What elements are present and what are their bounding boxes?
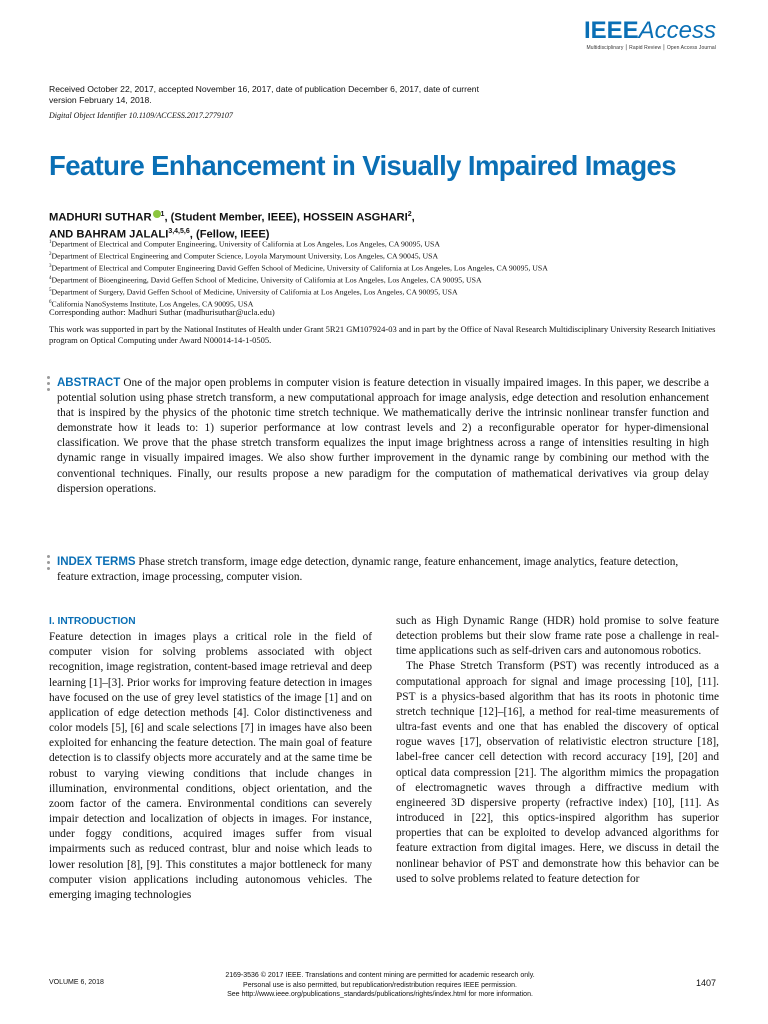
footer-copyright: 2169-3536 © 2017 IEEE. Translations and content mining are permitted for academic research only. Personal use is also permitted, but republication/redistribution requires IEEE permission. See http://www.ieee.org/publications_standards/publications/rights/index.html for more information. xyxy=(225,972,535,998)
body-column-left xyxy=(49,614,372,903)
author-list: MADHURI SUTHAR $^1$, (Student Member, IEEE), HOSSEIN ASGHARI$^2$, AND BAHRAM JALALI$^{3,4,5,6}$, (Fellow, IEEE) xyxy=(49,211,415,241)
index-terms-dots-icon xyxy=(47,555,50,573)
received-dates: Received October 22, 2017, accepted November 16, 2017, date of publication December 6, 2017, date of current version February 14, 2018. xyxy=(49,84,479,105)
body-column-right xyxy=(396,614,719,887)
page-number: 1407 xyxy=(695,978,716,988)
abstract-text: One of the major open problems in computer vision is feature detection in visually impaired images. In this paper, we describe a potential solution using phase stretch transform, a new computational approach for image analysis, edge detection and resolution enhancement that is inspired by the physics of the photonic time stretch technique. We mathematically derive the intrinsic nonlinear transfer function and demonstrate how it leads to: 1) superior performance at low contrast levels and 2) a reconfigurable operator for hyper-dimensional classification. We prove that the phase stretch transform equalizes the input image brightness across a range of intensities resulting in high dynamic range in visually impaired images. We also show further improvement in the dynamic range by combining our method with the conventional techniques. Finally, our results propose a new paradigm for the computation of mathematical derivatives via group delay dispersion operations. xyxy=(57,377,710,495)
abstract-dots-icon xyxy=(47,376,50,394)
paragraph: such as High Dynamic Range (HDR) hold promise to solve feature detection problems but their slow frame rate pose a challenge in real-time applications such as self-driven cars and autonomous robotics. xyxy=(396,615,719,658)
section-heading: I. INTRODUCTION xyxy=(49,616,136,627)
affiliation-item: $^2$Department of Electrical Engineering and Computer Science, Loyola Marymount University, Los Angeles, CA 90045, USA xyxy=(49,251,439,261)
abstract-label: ABSTRACT xyxy=(57,377,121,389)
affiliation-item: $^4$Department of Bioengineering, David Geffen School of Medicine, University of California at Los Angeles, Los Angeles, CA 90095, USA xyxy=(49,275,482,285)
journal-logo xyxy=(584,18,716,51)
doi: Digital Object Identifier 10.1109/ACCESS.2017.2779107 xyxy=(49,111,233,120)
affiliation-item: $^5$Department of Surgery, David Geffen School of Medicine, University of California at Los Angeles, Los Angeles, CA 90095, USA xyxy=(49,287,458,297)
index-terms xyxy=(57,555,709,585)
index-terms-label: INDEX TERMS xyxy=(57,556,136,568)
logo-tagline: Multidisciplinary ⎮ Rapid Review ⎮ Open Access Journal xyxy=(586,45,716,51)
footer-volume: VOLUME 6, 2018 xyxy=(49,979,104,986)
affiliation-item: $^3$Department of Electrical and Computer Engineering David Geffen School of Medicine, University of California at Los Angeles, Los Angeles, CA 90095, USA xyxy=(49,263,548,273)
author-name: MADHURI SUTHAR xyxy=(49,211,152,224)
index-terms-text: Phase stretch transform, image edge detection, dynamic range, feature enhancement, image analytics, feature detection, feature extraction, image processing, computer vision. xyxy=(57,556,679,584)
funding-note: This work was supported in part by the National Institutes of Health under Grant 5R21 GM107924-03 and in part by the Office of Naval Research Multidisciplinary University Research Initiatives program on Optical Computing under Award N00014-14-1-0505. xyxy=(49,324,716,345)
corresponding-author: Corresponding author: Madhuri Suthar (madhurisuthar@ucla.edu) xyxy=(49,307,275,317)
affiliation-item: $^1$Department of Electrical and Computer Engineering, University of California at Los Angeles, Los Angeles, CA 90095, USA xyxy=(49,239,440,249)
abstract xyxy=(57,376,709,497)
affiliations xyxy=(49,238,729,310)
logo-wordmark: IEEEAccess xyxy=(583,17,716,44)
paragraph: The Phase Stretch Transform (PST) was recently introduced as a computational approach for signal and image processing [10], [11]. PST is a physics-based algorithm that has its roots in photonic time stretch technique [12]–[16], a method for real-time measurements of ultra-fast events and one that has enabled the discovery of optical rogue waves [17], observation of relativistic electron structure [18], label-free cancer cell detection with record accuracy [19], [20] and optical data compression [21]. The algorithm mimics the propagation of electromagnetic waves through a diffractive medium with engineered 3D dispersive property (refractive index) [10], [11]. As introduced in [22], this optics-inspired algorithm has superior properties that can be exploited to develop advanced algorithms for feature extraction from digital images. Here, we discuss in detail the nonlinear behavior of PST and demonstrate how this behavior can be used to solve problems related to feature detection for xyxy=(396,660,719,885)
orcid-icon[interactable] xyxy=(153,210,161,218)
author-name: AND BAHRAM JALALI xyxy=(49,228,169,241)
paragraph: Feature detection in images plays a critical role in the field of computer vision for solving problems associated with object recognition, image registration, content-based image retrieval and deep learning [1]–[3]. Prior works for improving feature detection in images have focused on the use of grey level statistics of the image [1] and on application of edge detection methods [4]. Color distinctiveness and color models [5], [6] and scale selections [7] in images have also been exploited for enhancing the feature detection. The main goal of feature detection is to classify objects more accurately and at the same time be robust to varying viewing conditions that include changes in illumination, environmental conditions, object orientation, and the zoom factor of the camera. Environmental conditions can severely impair detection and localization of objects in images. For instance, under foggy conditions, acquired images suffer from visual impairments such as reduced contrast, blur and noise which leads to lower resolution [8], [9]. This constitutes a major bottleneck for many computer vision applications including autonomous vehicles. The emerging imaging technologies xyxy=(49,631,372,901)
affiliation-item: $^6$California NanoSystems Institute, Los Angeles, CA 90095, USA xyxy=(49,299,254,309)
paper-title: Feature Enhancement in Visually Impaired Images xyxy=(49,150,676,181)
